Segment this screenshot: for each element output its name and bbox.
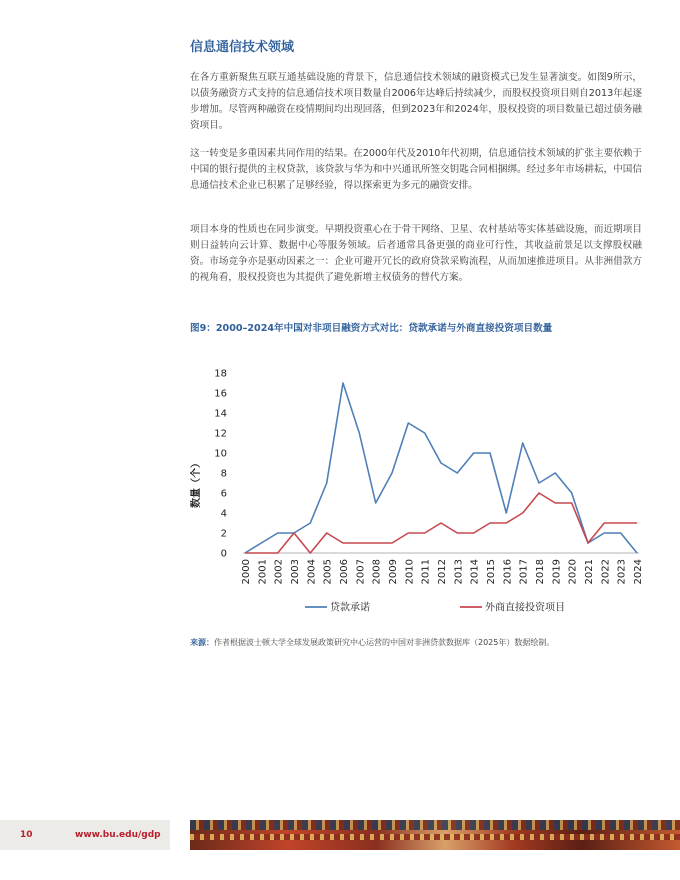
- x-tick-label: 2015: [486, 559, 497, 585]
- footer-url-link[interactable]: www.bu.edu/gdp: [75, 830, 161, 840]
- y-tick-label: 2: [220, 528, 227, 540]
- x-tick-label: 2023: [616, 559, 628, 585]
- footer-photo-pattern-bottom: [190, 834, 680, 840]
- footer-photo: [190, 820, 680, 850]
- x-tick-label: 2019: [551, 559, 563, 585]
- y-tick-label: 6: [220, 488, 227, 500]
- x-tick-label: 2012: [437, 559, 448, 585]
- x-tick-label: 2020: [567, 559, 579, 585]
- x-tick-label: 2018: [535, 559, 546, 585]
- x-tick-label: 2024: [633, 559, 644, 585]
- y-tick-label: 14: [214, 408, 227, 420]
- x-tick-label: 2000: [241, 559, 252, 585]
- x-tick-label: 2013: [453, 559, 465, 585]
- y-tick-label: 0: [220, 548, 227, 560]
- series-line-2: [245, 493, 637, 553]
- source-text: 作者根据波士顿大学全球发展政策研究中心运营的中国对非洲贷款数据库（2025年）数据绘制。: [214, 638, 555, 647]
- x-tick-label: 2001: [257, 559, 269, 585]
- footer-photo-pattern-top: [190, 820, 680, 830]
- y-tick-label: 18: [214, 368, 227, 380]
- x-tick-label: 2021: [584, 559, 595, 585]
- y-tick-label: 12: [214, 428, 227, 440]
- x-tick-label: 2022: [600, 559, 612, 585]
- x-tick-label: 2007: [355, 559, 367, 585]
- series-line-1: [245, 383, 637, 553]
- x-tick-label: 2005: [322, 559, 334, 585]
- x-tick-label: 2014: [469, 559, 481, 585]
- line-chart: [185, 355, 645, 625]
- x-tick-label: 2010: [404, 559, 416, 585]
- section-title: 信息通信技术领域: [190, 40, 295, 55]
- figure-title: 图9：2000–2024年中国对非项目融资方式对比：贷款承诺与外商直接投资项目数量: [190, 323, 553, 334]
- x-tick-label: 2008: [371, 559, 383, 585]
- x-tick-label: 2003: [290, 559, 301, 585]
- legend-label-2: 外商直接投资项目: [485, 602, 565, 614]
- page-number: 10: [20, 830, 33, 840]
- legend-label-1: 贷款承诺: [330, 602, 370, 614]
- paragraph-3: 项目本身的性质也在同步演变。早期投资重心在于骨干网络、卫星、农村基站等实体基础设施，而近期项目则日益转向云计算、数据中心等服务领域。后者通常具备更强的商业可行性，其收益前景足以支撑股权融资。市场竞争亦是驱动因素之一：企业可避开冗长的政府贷款采购流程，从而加速推进项目。从非洲借款方的视角看，股权投资也为其提供了避免新增主权债务的替代方案。: [190, 224, 642, 283]
- y-tick-label: 4: [220, 508, 227, 520]
- x-tick-label: 2011: [420, 559, 432, 585]
- y-tick-label: 8: [220, 468, 227, 480]
- x-tick-label: 2004: [306, 559, 318, 585]
- paragraph-2: 这一转变是多重因素共同作用的结果。在2000年代及2010年代初期，信息通信技术领域的扩张主要依赖于中国的银行提供的主权贷款，该贷款与华为和中兴通讯所签交钥匙合同相捆绑。经过多年市场耕耘，中国信息通信技术企业已积累了足够经验，得以探索更为多元的融资安排。: [190, 148, 642, 191]
- x-tick-label: 2017: [518, 559, 530, 585]
- source-label: 来源：: [190, 638, 214, 647]
- x-tick-label: 2006: [339, 559, 350, 585]
- x-tick-label: 2016: [502, 559, 514, 585]
- y-tick-label: 16: [214, 388, 227, 400]
- y-axis-label: 数量（个）: [191, 458, 202, 508]
- x-tick-label: 2002: [273, 559, 285, 585]
- x-tick-label: 2009: [388, 559, 399, 585]
- y-tick-label: 10: [214, 448, 227, 460]
- paragraph-1: 在各方重新聚焦互联互通基础设施的背景下，信息通信技术领域的融资模式已发生显著演变。如图9所示，以债务融资方式支持的信息通信技术项目数量自2006年达峰后持续减少，而股权投资项目则自2013年起逐步增加。尽管两种融资在疫情期间均出现回落，但到2023年和2024年，股权投资的项目数量已超过债务融资项目。: [190, 72, 642, 131]
- source-note: [190, 637, 650, 648]
